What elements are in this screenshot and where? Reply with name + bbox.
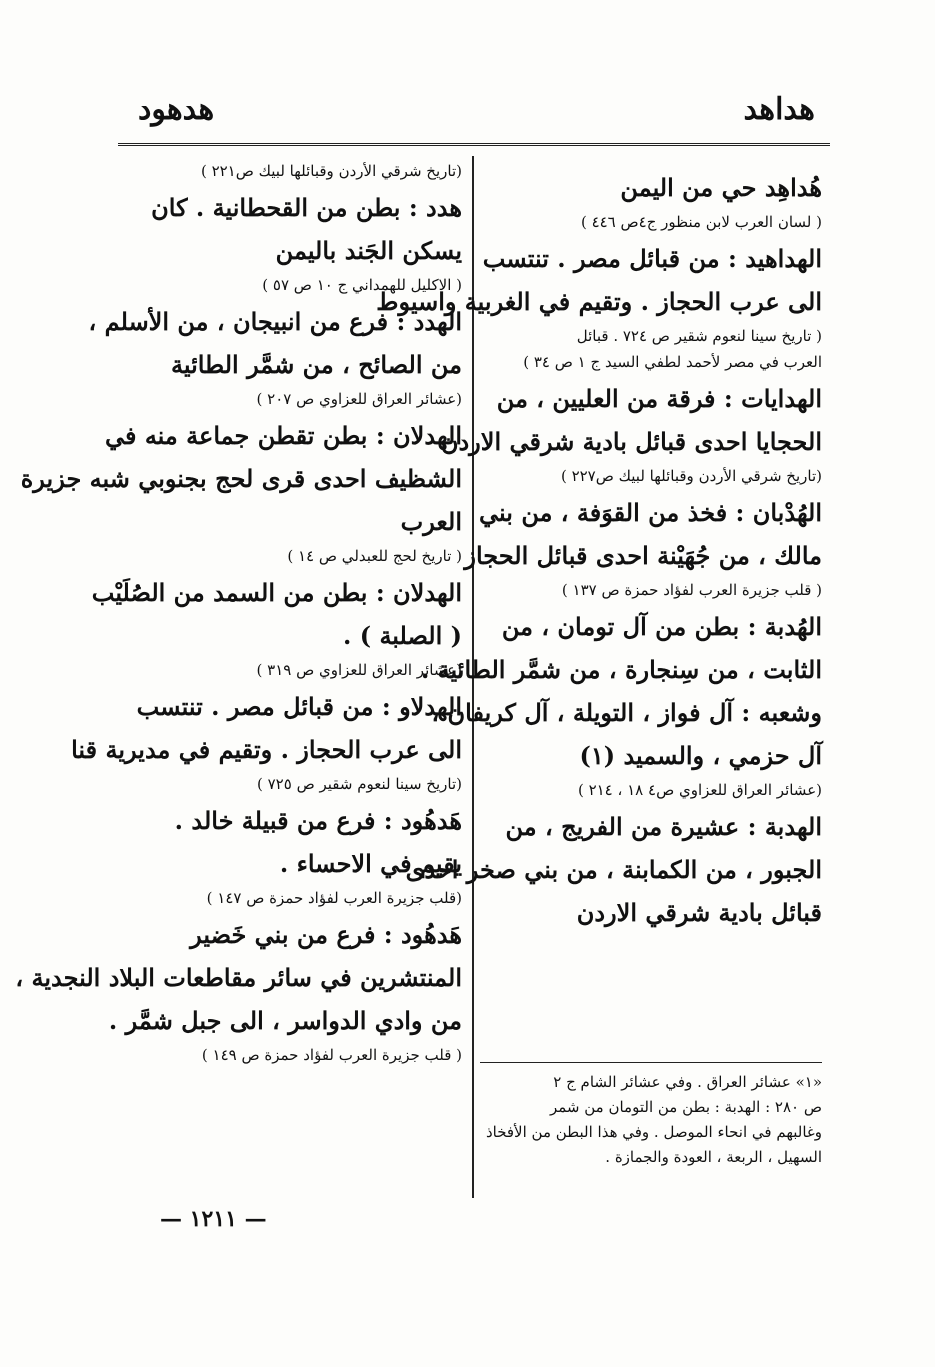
- source-citation: ( تاريخ سينا لنعوم شقير ص ٧٢٤ . قبائل: [576, 327, 822, 345]
- entry-line: الثابت ، من سِنجارة ، من شمَّر الطائية .: [420, 655, 822, 684]
- dictionary-entry: [486, 166, 822, 235]
- source-citation: (تاريخ شرقي الأردن وقبائلها لبيك ص٢٢٧ ): [560, 467, 822, 485]
- source-citation: (تاريخ شرقي الأردن وقبائلها لبيك ص٢٢١ ): [200, 162, 462, 180]
- entry-line: المنتشرين في سائر مقاطعات البلاد النجدية ،: [15, 963, 462, 992]
- dictionary-entry: [20, 414, 462, 569]
- entry-line: الهداهيد : من قبائل مصر . تنتسب: [482, 244, 822, 273]
- entry-line: يقيم في الاحساء .: [279, 849, 462, 878]
- dictionary-entry: [440, 377, 822, 489]
- header-rule: [118, 143, 830, 146]
- footnote: [484, 1070, 822, 1170]
- entry-line: الهدلان : بطن من السمد من الصُلَيْب: [91, 578, 462, 607]
- source-citation: (عشائر العراق للعزاوي ص ٣١٩ ): [256, 661, 462, 679]
- dictionary-entry: [464, 491, 822, 603]
- entry-line: الهدايات : فرقة من العليين ، من: [496, 384, 822, 413]
- entry-line: آل حزمي ، والسميد (١): [579, 741, 822, 770]
- entry-line: ( الصلبة ) .: [343, 621, 462, 650]
- dictionary-entry: [420, 605, 822, 803]
- dictionary-entry: [405, 805, 822, 934]
- entry-line: هُداهِد حي من اليمن: [620, 173, 822, 202]
- entry-line: هَدهُود : فرع من قبيلة خالد .: [174, 806, 462, 835]
- dictionary-entry: [15, 913, 462, 1068]
- source-citation: ( قلب جزيرة العرب لفؤاد حمزة ص ١٣٧ ): [561, 581, 822, 599]
- source-citation: ( لسان العرب لابن منظور ج٤ص ٤٤٦ ): [580, 213, 822, 231]
- footnote-line: ص ٢٨٠ : الهدبة : بطن من التومان من شمر: [549, 1098, 822, 1116]
- dictionary-entry: [116, 186, 462, 298]
- entry-line: الهدلان : بطن تقطن جماعة منه في: [104, 421, 462, 450]
- entry-line: وشعبه : آل فواز ، التويلة ، آل كريفان ،: [431, 698, 822, 727]
- footnote-line: السهيل ، الربعة ، العودة والجمازة .: [605, 1148, 822, 1166]
- entry-line: من الصائح ، من شمَّر الطائية: [170, 350, 462, 379]
- entry-line: الهدلاو : من قبائل مصر . تنتسب: [136, 692, 462, 721]
- entry-line: الحجايا احدى قبائل بادية شرقي الاردن: [440, 427, 822, 456]
- dictionary-entry: [88, 300, 462, 412]
- entry-line: من وادي الدواسر ، الى جبل شمَّر .: [108, 1006, 462, 1035]
- left-column: [15, 158, 462, 1070]
- source-citation: (عشائر العراق للعزاوي ص٤ ١٨ ، ٢١٤ ): [577, 781, 822, 799]
- entry-line: الى عرب الحجاز . وتقيم في الغربية واسيوط: [376, 287, 822, 316]
- source-citation: (تاريخ سينا لنعوم شقير ص ٧٢٥ ): [257, 775, 462, 793]
- running-head-right: هداهد: [743, 92, 815, 127]
- source-citation: العرب في مصر لأحمد لطفي السيد ج ١ ص ٣٤ ): [523, 353, 822, 371]
- entry-line: يسكن الجَند باليمن: [275, 236, 462, 265]
- dictionary-entry: [116, 799, 462, 911]
- entry-line: هَدهُود : فرع من بني خَضير: [190, 920, 462, 949]
- source-citation: (قلب جزيرة العرب لفؤاد حمزة ص ١٤٧ ): [206, 889, 462, 907]
- entry-line: الجبور ، من الكمابنة ، من بني صخر احدى: [405, 855, 822, 884]
- footnote-rule: [480, 1062, 822, 1063]
- entry-line: الهدد : فرع من انبيجان ، من الأسلم ،: [88, 307, 462, 336]
- entry-line: مالك ، من جُهَيْنة احدى قبائل الحجاز: [464, 541, 822, 570]
- entry-line: الهُدْبان : فخذ من القوَفة ، من بني: [479, 498, 822, 527]
- dictionary-entry: [71, 685, 462, 797]
- entry-line: هدد : بطن من القحطانية . كان: [151, 193, 462, 222]
- entry-line: قبائل بادية شرقي الاردن: [576, 898, 822, 927]
- source-citation: (عشائر العراق للعزاوي ص ٢٠٧ ): [256, 390, 462, 408]
- footnote-line: «١» عشائر العراق . وفي عشائر الشام ج ٢: [553, 1073, 822, 1091]
- dictionary-entry: [91, 571, 462, 683]
- entry-line: الشظيف احدى قرى لحج بجنوبي شبه جزيرة: [20, 464, 462, 493]
- entry-line: العرب: [400, 507, 462, 536]
- source-citation: ( تاريخ لحج للعبدلي ص ١٤ ): [287, 547, 462, 565]
- running-head-left: هدهود: [138, 92, 215, 127]
- dictionary-entry: [376, 237, 822, 375]
- page-number: — ١٢١١ —: [160, 1206, 267, 1232]
- source-citation: ( قلب جزيرة العرب لفؤاد حمزة ص ١٤٩ ): [201, 1046, 462, 1064]
- entry-line: الى عرب الحجاز . وتقيم في مديرية قنا: [71, 735, 462, 764]
- entry-line: الهُدبة : بطن من آل تومان ، من: [501, 612, 822, 641]
- source-citation: ( الاكليل للهمداني ج ١٠ ص ٥٧ ): [262, 276, 462, 294]
- dictionary-entry: [116, 158, 462, 184]
- footnote-line: وغالبهم في انحاء الموصل . وفي هذا البطن من الأفخاذ: [485, 1123, 822, 1141]
- entry-line: الهدبة : عشيرة من الفريج ، من: [505, 812, 822, 841]
